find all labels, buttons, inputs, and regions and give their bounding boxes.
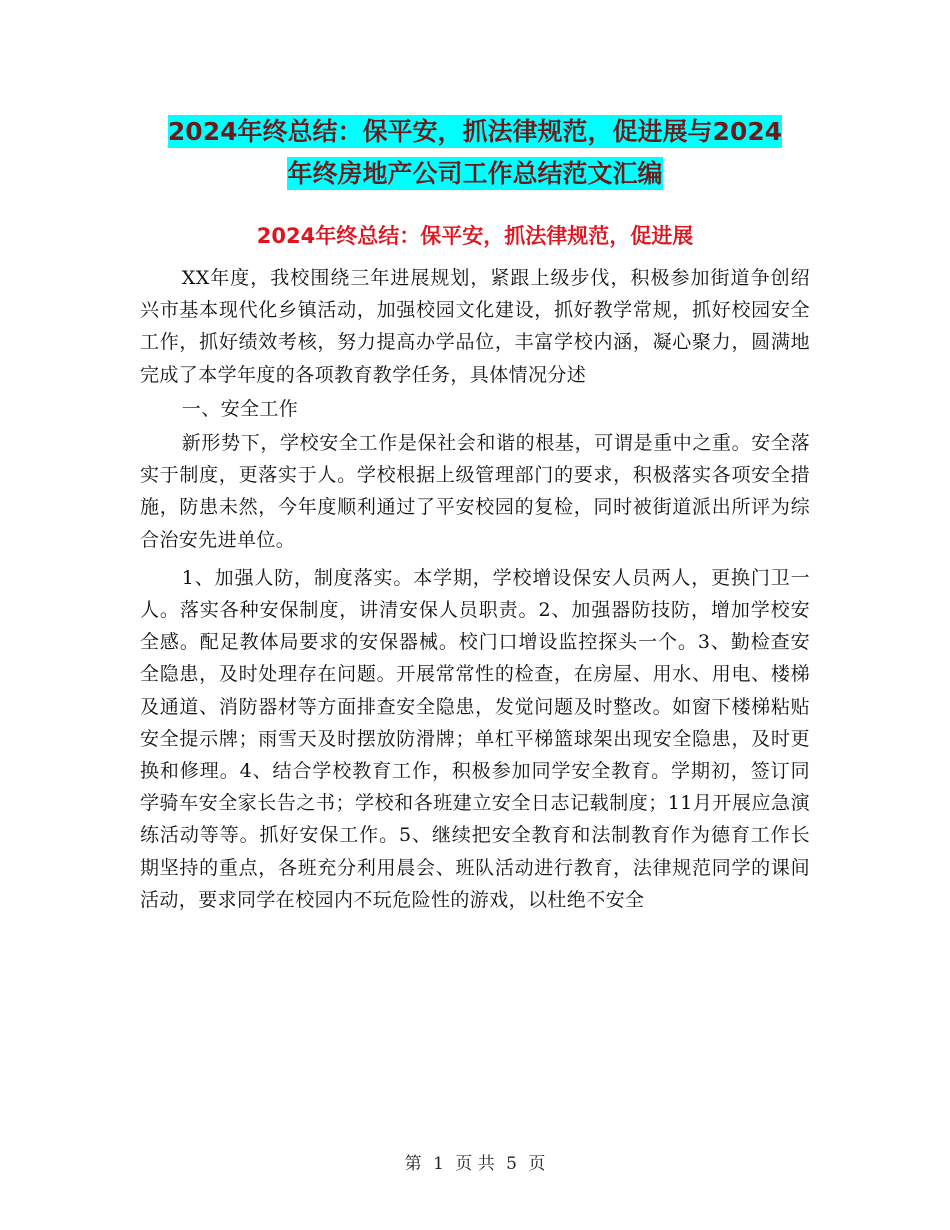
document-body <box>140 262 810 916</box>
document-title-line-2 <box>0 155 950 193</box>
footer-suffix: 页 <box>528 1154 546 1174</box>
paragraph-subheading-safety: 一、安全工作 <box>181 397 299 420</box>
document-title-text-2: 年终房地产公司工作总结范文汇编 <box>287 159 663 188</box>
section-heading: 2024年终总结：保平安，抓法律规范，促进展 <box>256 224 694 248</box>
footer-middle: 页 共 <box>455 1154 495 1174</box>
document-title-text-1: 2024年终总结：保平安，抓法律规范，促进展与2024 <box>167 117 783 146</box>
footer-prefix: 第 <box>404 1154 422 1174</box>
footer-total-pages: 5 <box>506 1154 517 1174</box>
footer-page-number: 1 <box>433 1154 444 1174</box>
paragraph-intro: XX年度，我校围绕三年进展规划，紧跟上级步伐，积极参加街道争创绍兴市基本现代化乡镇活动，加强校园文化建设，抓好教学常规，抓好校园安全工作，抓好绩效考核，努力提高办学品位，丰富学校内涵，凝心聚力，圆满地完成了本学年度的各项教育教学任务，具体情况分述 <box>140 267 810 386</box>
paragraph-safety-overview: 新形势下，学校安全工作是保社会和谐的根基，可谓是重中之重。安全落实于制度，更落实于人。学校根据上级管理部门的要求，积极落实各项安全措施，防患未然，今年度顺利通过了平安校园的复检，同时被街道派出所评为综合治安先进单位。 <box>140 432 810 551</box>
paragraph-safety-measures: 1、加强人防，制度落实。本学期，学校增设保安人员两人，更换门卫一人。落实各种安保制度，讲清安保人员职责。2、加强器防技防，增加学校安全感。配足教体局要求的安保器械。校门口增设监控探头一个。3、勤检查安全隐患，及时处理存在问题。开展常常性的检查，在房屋、用水、用电、楼梯及通道、消防器材等方面排查安全隐患，发觉问题及时整改。如窗下楼梯粘贴安全提示牌；雨雪天及时摆放防滑牌；单杠平梯篮球架出现安全隐患，及时更换和修理。4、结合学校教育工作，积极参加同学安全教育。学期初，签订同学骑车安全家长告之书；学校和各班建立安全日志记载制度；11月开展应急演练活动等等。抓好安保工作。5、继续把安全教育和法制教育作为德育工作长期坚持的重点，各班充分利用晨会、班队活动进行教育，法律规范同学的课间活动，要求同学在校园内不玩危险性的游戏，以杜绝不安全 <box>140 566 810 911</box>
document-title-line-1 <box>0 113 950 151</box>
page-footer <box>0 1152 950 1176</box>
